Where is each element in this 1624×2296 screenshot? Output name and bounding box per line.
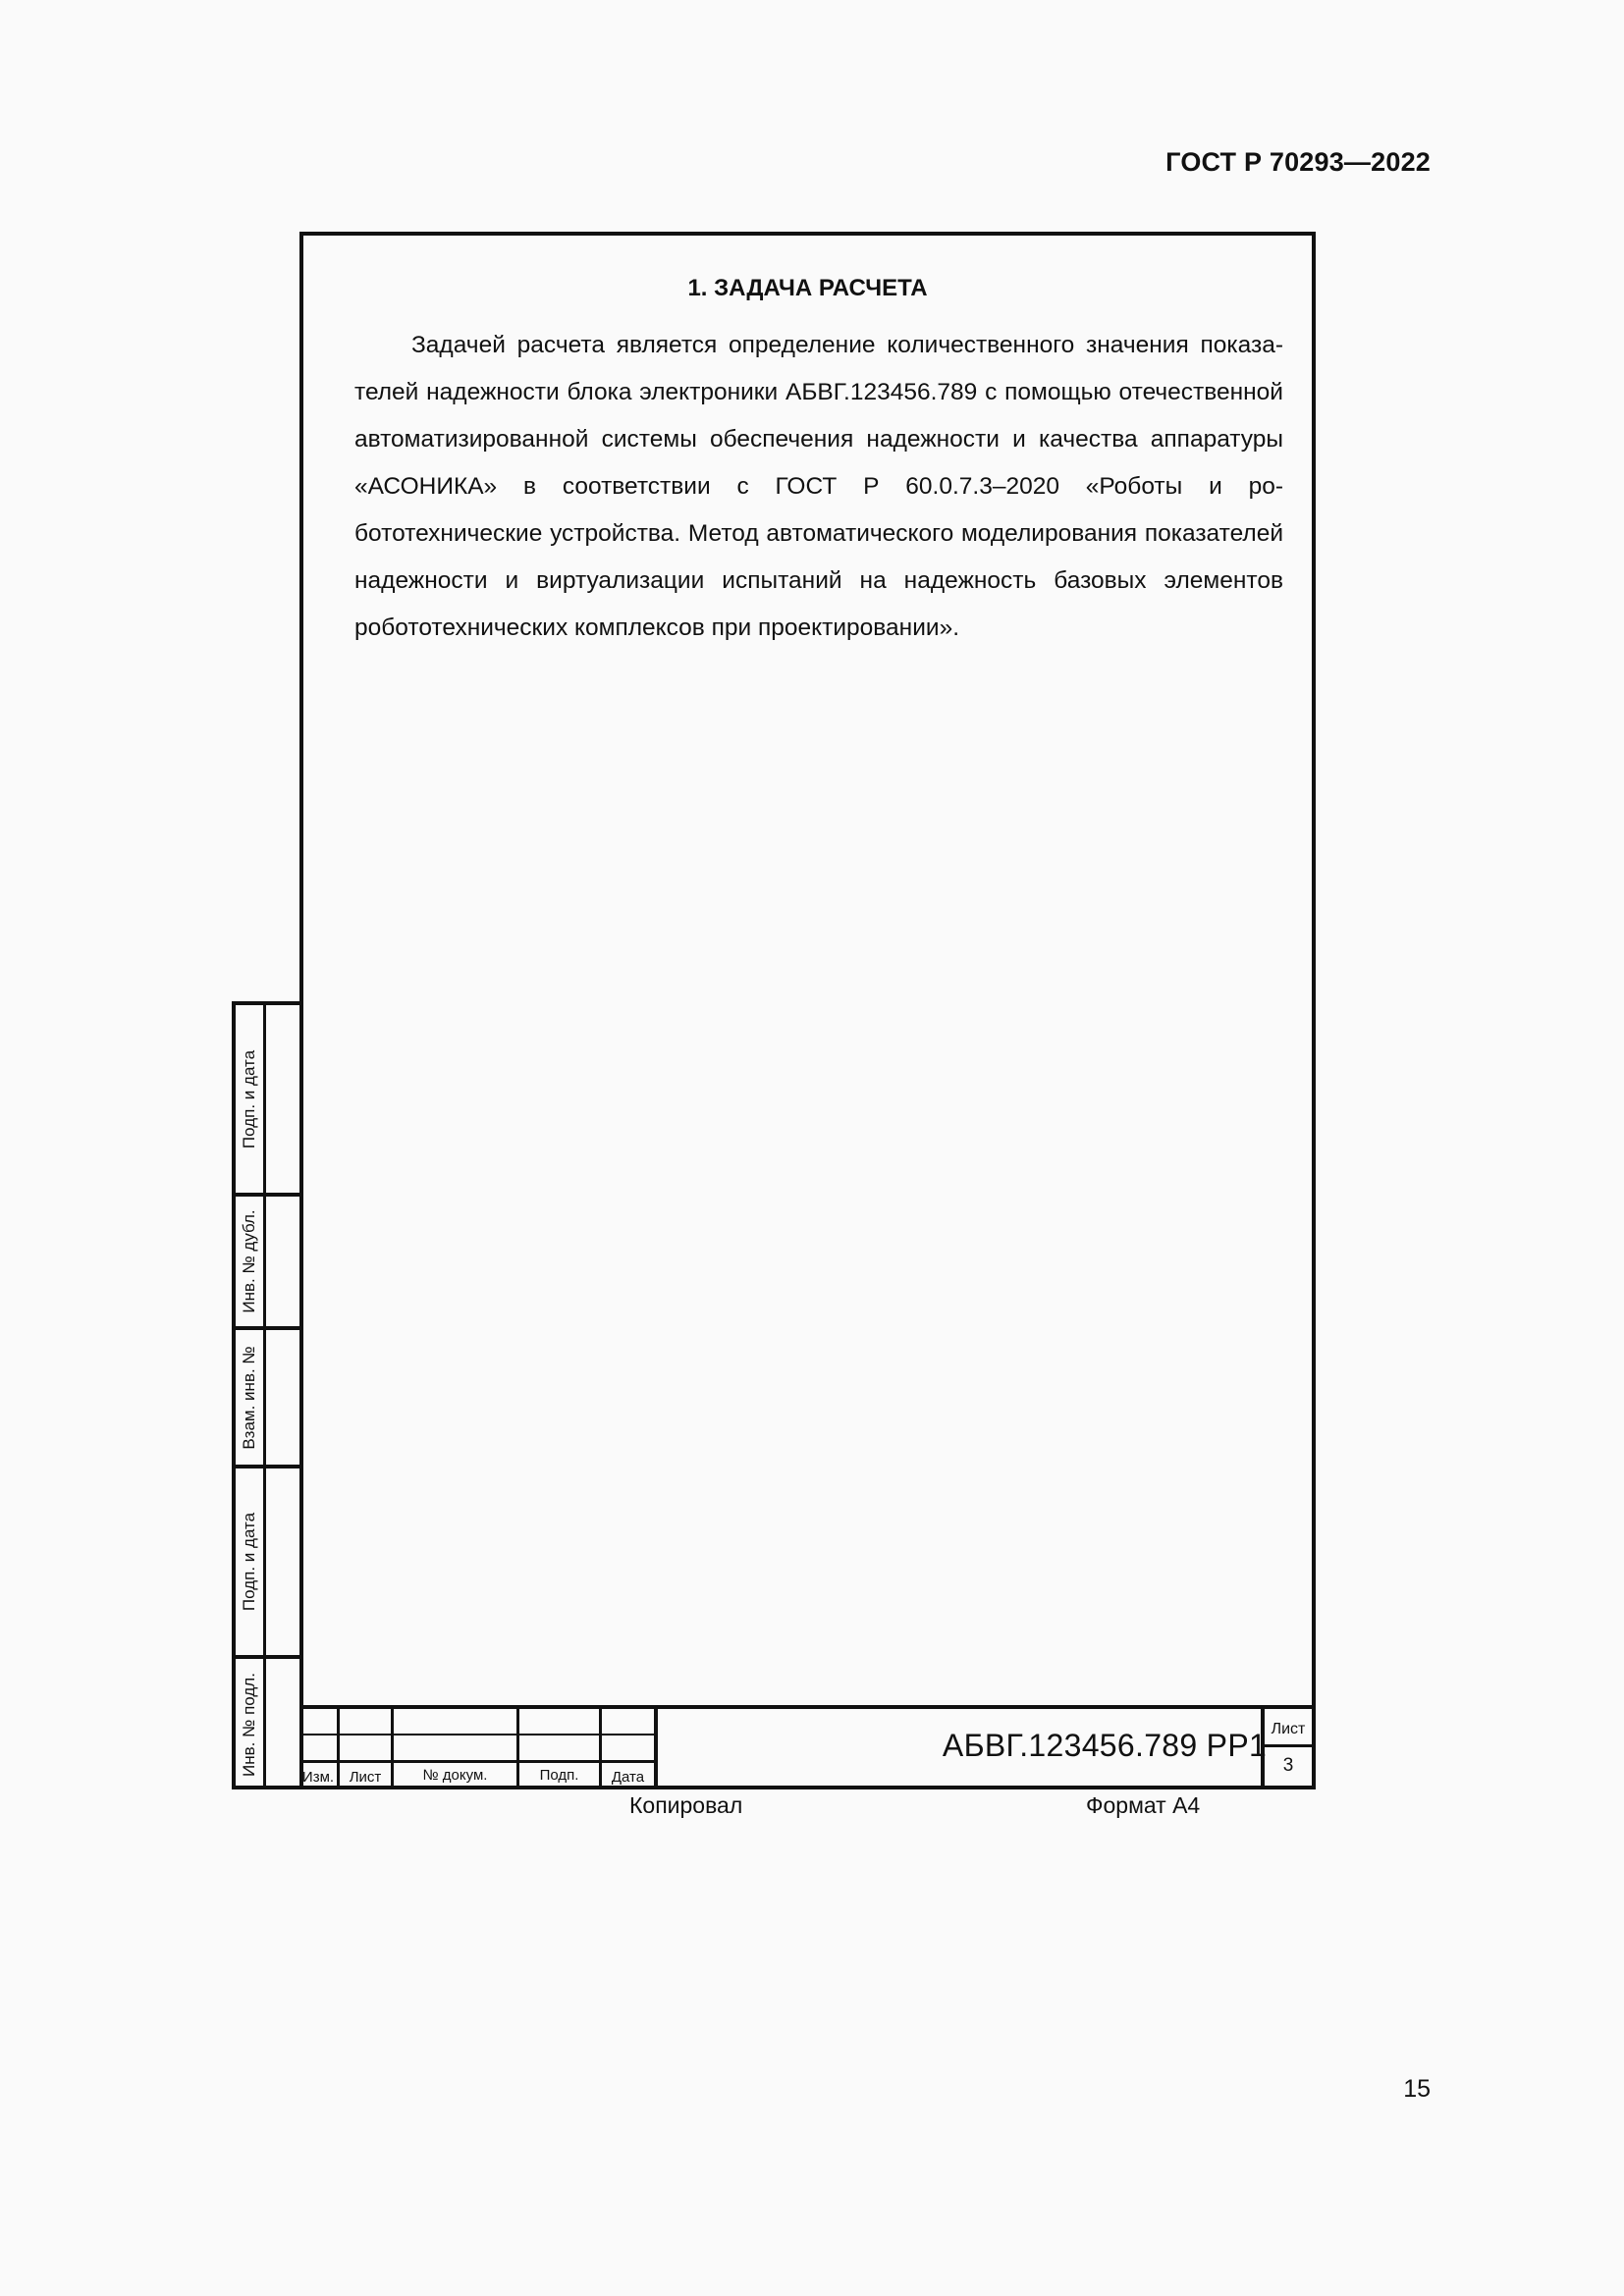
side-cell-sign-date-1 <box>236 1005 303 1197</box>
side-label-replace-inv: Взам. инв. № <box>240 1345 258 1450</box>
sheet-label: Лист <box>1271 1721 1306 1737</box>
col-signature: Подп. <box>539 1767 579 1784</box>
col-date: Дата <box>611 1769 645 1786</box>
side-stamp-strip <box>232 1001 303 1789</box>
drawing-frame <box>299 232 1316 1789</box>
side-label-dup-inv: Инв. № дубл. <box>240 1209 258 1313</box>
sheet-number: 3 <box>1282 1755 1294 1776</box>
col-sheet: Лист <box>349 1769 382 1786</box>
side-cell-orig-inv <box>236 1659 303 1789</box>
copied-label: Копировал <box>629 1792 743 1818</box>
section-title: 1. ЗАДАЧА РАСЧЕТА <box>687 275 928 301</box>
document-code: АБВГ.123456.789 РР1 <box>942 1728 1268 1763</box>
section-body <box>354 322 1283 652</box>
col-change: Изм. <box>301 1769 335 1786</box>
side-label-sign-date-2: Подп. и дата <box>240 1512 258 1612</box>
side-cell-dup-inv <box>236 1197 303 1330</box>
format-label: Формат А4 <box>1086 1792 1201 1818</box>
side-label-orig-inv: Инв. № подл. <box>240 1672 258 1777</box>
col-doc-number: № докум. <box>422 1767 488 1784</box>
side-cell-sign-date-2 <box>236 1468 303 1659</box>
side-label-sign-date-1: Подп. и дата <box>240 1049 258 1148</box>
standard-header: ГОСТ Р 70293—2022 <box>1165 147 1431 177</box>
page-number: 15 <box>1403 2075 1431 2103</box>
title-block <box>299 1705 1316 1789</box>
side-cell-replace-inv <box>236 1330 303 1468</box>
body-paragraph: Задачей расчета является определение количественного значения показателей надежности блока электроники АБВГ.123456.789 с помощью отечественной автоматизированной системы обеспечения надежности и качества аппаратуры «АСОНИКА» в соответствии с ГОСТ Р 60.0.7.3–2020 «Роботы и робототехнические устройства. Метод автоматического моделирования показателей надежности и виртуализации испытаний на надежность базовых элементов робототехнических комплексов при проектировании». <box>354 332 1283 641</box>
